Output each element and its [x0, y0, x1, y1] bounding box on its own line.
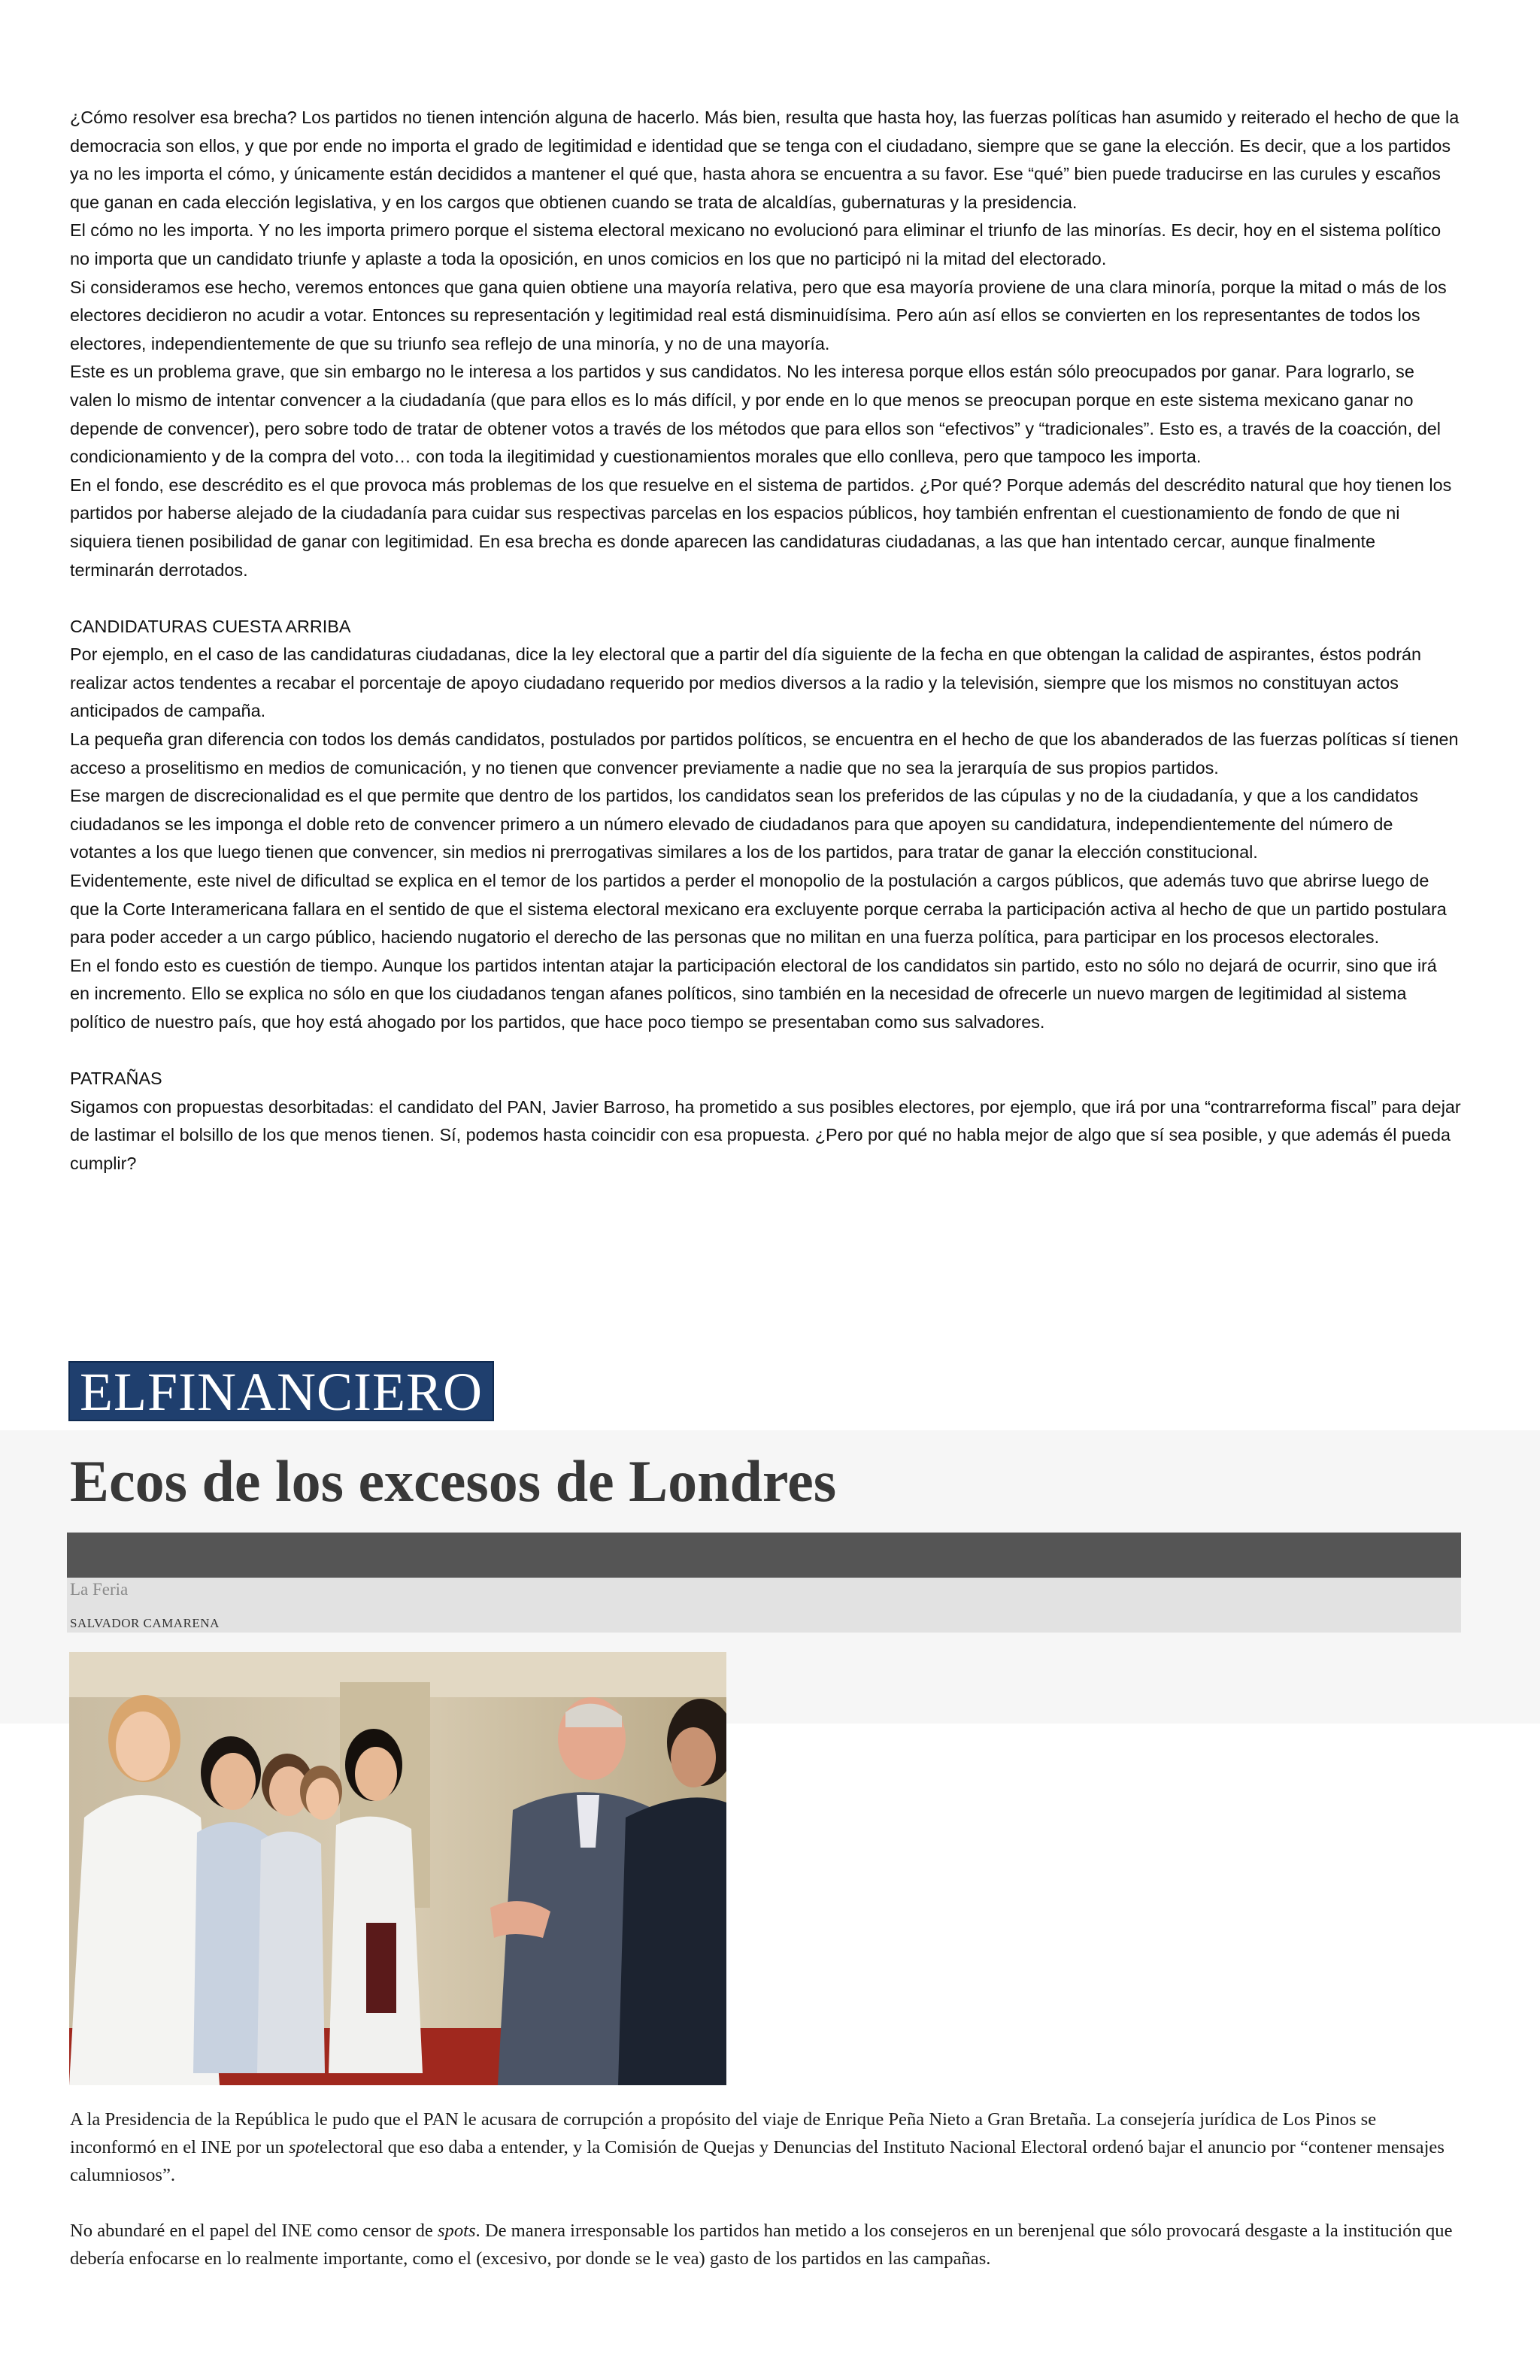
paragraph: En el fondo, ese descrédito es el que provoca más problemas de los que resuelve en el sistema de partidos. ¿Por qué? Porque además del descrédito natural que hoy tienen los partidos por haberse alejado de la ciudadanía para cuidar sus respectivas parcelas en los espacios públicos, hoy también enfrentan el cuestionamiento de fondo de que ni siquiera tienen posibilidad de ganar con legitimidad. En esa brecha es donde aparecen las candidaturas ciudadanas, a las que han intentado cercar, aunque finalmente terminarán derrotados.: [70, 474, 1452, 580]
dark-header-bar: [67, 1533, 1461, 1578]
paragraph: ¿Cómo resolver esa brecha? Los partidos no tienen intención alguna de hacerlo. Más bien, resulta que hasta hoy, las fuerzas políticas han asumido y reiterado el hecho de que la democracia son ellos, y que por ende no importa el grado de legitimidad e identidad que se tenga con el ciudadano, siempre que se gane la elección. Es decir, que a los partidos ya no les importa el cómo, y únicamente están decididos a mantener el qué que, hasta ahora se encuentra a su favor. Ese “qué” bien puede traducirse en las curules y escaños que ganan en cada elección legislativa, y en los cargos que obtienen cuando se trata de alcaldías, gubernaturas y la presidencia.: [70, 108, 1460, 212]
paragraph: El cómo no les importa. Y no les importa primero porque el sistema electoral mexicano no evolucionó para eliminar el triunfo de las minorías. Es decir, hoy en el sistema político no importa que un candidato triunfe y aplaste a toda la oposición, en unos comicios en los que no participó ni la mitad del electorado.: [70, 220, 1441, 268]
section-heading: PATRAÑAS: [70, 1069, 162, 1089]
author-name: SALVADOR CAMARENA: [70, 1616, 220, 1630]
byline-bar: [67, 1578, 1461, 1633]
el-financiero-logo: ELFINANCIERO: [68, 1361, 494, 1421]
paragraph: En el fondo esto es cuestión de tiempo. Aunque los partidos intentan atajar la participación electoral de los candidatos sin partido, esto no sólo no dejará de ocurrir, sino que irá en incremento. Ello se explica no sólo en que los ciudadanos tengan afanes políticos, sino también en la necesidad de ofrecerle un nuevo margen de legitimidad al sistema político de nuestro país, que hoy está ahogado por los partidos, que hace poco tiempo se presentaban como sus salvadores.: [70, 955, 1437, 1032]
paragraph: Por ejemplo, en el caso de las candidaturas ciudadanas, dice la ley electoral que a partir del día siguiente de la fecha en que obtengan la calidad de aspirantes, éstos podrán realizar actos tendentes a recabar el porcentaje de apoyo ciudadano requerido por medios diversos a la radio y la televisión, siempre que los mismos no constituyan actos anticipados de campaña.: [70, 644, 1422, 721]
article-headline: Ecos de los excesos de Londres: [70, 1448, 837, 1514]
paragraph: Evidentemente, este nivel de dificultad se explica en el temor de los partidos a perder el monopolio de la postulación a cargos públicos, que además tuvo que abrirse luego de que la Corte Interamericana fallara en el sentido de que el sistema electoral mexicano era excluyente porque cerraba la participación activa al hecho de que un partido postulara para poder acceder a un cargo público, haciendo nugatorio el derecho de las personas que no militan en una fuerza política, para participar en los procesos electorales.: [70, 871, 1447, 947]
article-photo: [69, 1652, 726, 2085]
paragraph: La pequeña gran diferencia con todos los demás candidatos, postulados por partidos políticos, se encuentra en el hecho de que los abanderados de las fuerzas políticas sí tienen acceso a proselitismo en medios de comunicación, y no tienen que convencer previamente a nadie que no sea la jerarquía de sus propios partidos.: [70, 729, 1459, 778]
paragraph: Si consideramos ese hecho, veremos entonces que gana quien obtiene una mayoría relativa, pero que esa mayoría proviene de una clara minoría, porque la mitad o más de los electores decidieron no acudir a votar. Entonces su representación y legitimidad real está disminuidísima. Pero aún así ellos se convierten en los representantes de todos los electores, independientemente de que su triunfo sea reflejo de una minoría, y no de una mayoría.: [70, 277, 1447, 353]
paragraph: Este es un problema grave, que sin embargo no le interesa a los partidos y sus candidatos. No les interesa porque ellos están sólo preocupados por ganar. Para lograrlo, se valen lo mismo de intentar convencer a la ciudadanía (que para ellos es lo más difícil, y por ende en lo que menos se preocupan porque en este sistema mexicano ganar no depende de convencer), pero sobre todo de tratar de obtener votos a través de los métodos que para ellos son “efectivos” y “tradicionales”. Esto es, a través de la coacción, del condicionamiento y de la compra del voto… con toda la ilegitimidad y cuestionamientos morales que ello conlleva, pero que tampoco les importa.: [70, 362, 1441, 467]
section-name: La Feria: [70, 1580, 129, 1599]
paragraph: No abundaré en el papel del INE como censor de spots. De manera irresponsable los partidos han metido a los consejeros en un berenjenal que sólo provocará desgaste a la institución que debería enfocarse en lo realmente importante, como el (excesivo, por donde se le vea) gasto de los partidos en las campañas.: [70, 2221, 1453, 2269]
paragraph: Ese margen de discrecionalidad es el que permite que dentro de los partidos, los candidatos sean los preferidos de las cúpulas y no de la ciudadanía, y que a los candidatos ciudadanos se les imponga el doble reto de convencer primero a un número elevado de ciudadanos para que apoyen su candidatura, independientemente del número de votantes a los que luego tienen que convencer, sin medios ni prerrogativas similares a los de los partidos, para tratar de ganar la elección constitucional.: [70, 786, 1419, 863]
top-article: [70, 104, 1461, 1178]
paragraph: A la Presidencia de la República le pudo que el PAN le acusara de corrupción a propósito del viaje de Enrique Peña Nieto a Gran Bretaña. La consejería jurídica de Los Pinos se inconformó en el INE por un spotelectoral que eso daba a entender, y la Comisión de Quejas y Denuncias del Instituto Nacional Electoral ordenó bajar el anuncio por “contener mensajes calumniosos”.: [70, 2109, 1445, 2185]
section-heading: CANDIDATURAS CUESTA ARRIBA: [70, 616, 351, 636]
paragraph: Sigamos con propuestas desorbitadas: el candidato del PAN, Javier Barroso, ha prometido a sus posibles electores, por ejemplo, que irá por una “contrarreforma fiscal” para dejar de lastimar el bolsillo de los que menos tienen. Sí, podemos hasta coincidir con esa propuesta. ¿Pero por qué no habla mejor de algo que sí sea posible, y que además él pueda cumplir?: [70, 1096, 1461, 1173]
second-article-body: [70, 2106, 1461, 2300]
